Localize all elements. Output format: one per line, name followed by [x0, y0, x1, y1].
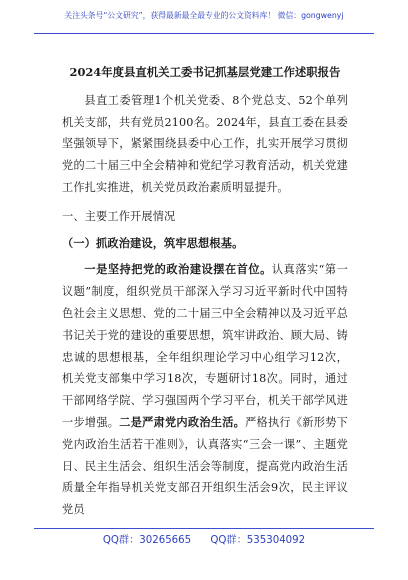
section-heading: 一、主要工作开展情况 — [62, 209, 176, 223]
paragraph-1 — [62, 259, 348, 521]
paragraph-2-body: 严格执行《新形势下党内政治生活若干准则》，认真落实“三会一课”、主题党日、民主生活会、组织生活会等制度，提高党内政治生活质量全年指导机关党支部召开组织生活会9次，民主评议党员 — [62, 415, 348, 517]
document-title: 2024年度县直机关工委书记抓基层党建工作述职报告 — [69, 65, 341, 79]
intro-paragraph: 县直工委管理1个机关党委、8个党总支、52个单列机关支部，共有党员2100名。2024年，县直工委在县委坚强领导下，紧紧围绕县委中心工作，扎实开展学习贯彻党的二十届三中全会精神和党纪学习教育活动，机关党建工作扎实推进，机关党员政治素质明显提升。 — [62, 93, 348, 194]
footer-qq-2: QQ群：535304092 — [210, 535, 306, 546]
document-body — [62, 62, 348, 521]
subsection-heading: （一）抓政治建设，筑牢思想根基。 — [62, 235, 244, 250]
footer — [0, 534, 408, 548]
footer-divider — [34, 528, 374, 529]
header-divider — [34, 33, 374, 34]
paragraph-1-body: 认真落实“第一议题”制度，组织党员干部深入学习习近平新时代中国特色社会主义思想、党的二十届三中全会精神以及习近平总书记关于党的建设的重要思想，筑牢讲政治、顾大局、铸忠诚的思想根基，全年组织理论学习中心组学习12次，机关党支部集中学习18次，专题研讨18次。同时，通过干部网络学院、学习强国两个学习平台，机关干部学风进一步增强。 — [62, 263, 348, 429]
footer-qq-1: QQ群：30265665 — [102, 535, 192, 546]
paragraph-1-lead: 一是坚持把党的政治建设摆在首位。 — [84, 262, 272, 277]
header-banner: 关注头条号“公文研究”，获得最新最全最专业的公文资料库！ 微信：gongwenyj — [64, 11, 344, 20]
paragraph-2-lead: 二是严肃党内政治生活。 — [119, 414, 246, 429]
